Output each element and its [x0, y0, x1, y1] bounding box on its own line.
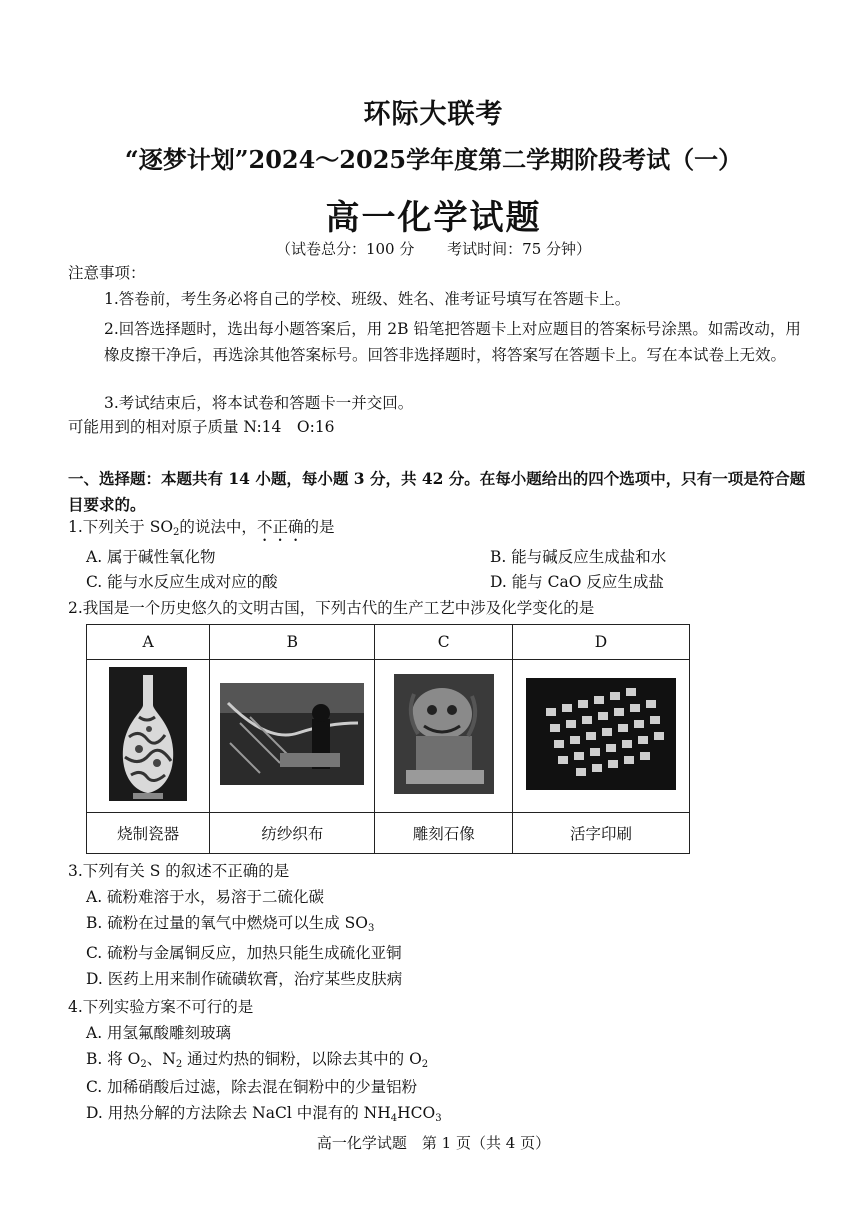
atomic-mass-line: 可能用到的相对原子质量 N:14 O:16 — [68, 418, 335, 436]
exam-title: “逐梦计划”2024～2025学年度第二学期阶段考试（一） — [124, 145, 743, 174]
q2-header-d: D — [513, 625, 690, 660]
q1-option-c: C. 能与水反应生成对应的酸 — [86, 573, 278, 591]
q4-option-d — [86, 1104, 442, 1125]
section-1-heading: 一、选择题：本题共有 14 小题，每小题 3 分，共 42 分。在每小题给出的四个选项中，只有一项是符合题目要求的。 — [68, 469, 806, 514]
q2-header-a: A — [87, 625, 210, 660]
q3-option-b-sub: 3 — [368, 923, 375, 934]
q4-option-c: C. 加稀硝酸后过滤，除去混在铜粉中的少量铝粉 — [86, 1078, 418, 1096]
question-3-stem: 3.下列有关 S 的叙述不正确的是 — [68, 862, 290, 880]
spinning-weaving-image — [220, 683, 364, 785]
note-item-1: 1.答卷前，考生务必将自己的学校、班级、姓名、准考证号填写在答题卡上。 — [104, 290, 631, 308]
exam-meta — [0, 238, 867, 259]
movable-type-printing-image — [526, 678, 676, 790]
page-footer: 高一化学试题 第 1 页（共 4 页） — [316, 1134, 551, 1152]
q2-caption-d: 活字印刷 — [513, 813, 690, 854]
note-item-2 — [104, 316, 816, 368]
q3-option-d: D. 医药上用来制作硫磺软膏，治疗某些皮肤病 — [86, 970, 403, 988]
q4-d-sub: 4 — [390, 1113, 398, 1124]
subject-title: 高一化学试题 — [325, 198, 542, 238]
q4-b-sub2: 2 — [175, 1059, 183, 1070]
exam-duration: 考试时间：75 分钟） — [447, 240, 592, 258]
q2-caption-a: 烧制瓷器 — [87, 813, 210, 854]
q4-d-prefix: D. 用热分解的方法除去 NaCl 中混有的 NH — [86, 1104, 391, 1122]
q1-option-b: B. 能与碱反应生成盐和水 — [490, 548, 667, 566]
q2-caption-c: 雕刻石像 — [375, 813, 513, 854]
q4-option-a: A. 用氢氟酸雕刻玻璃 — [86, 1024, 232, 1042]
q3-option-c: C. 硫粉与金属铜反应，加热只能生成硫化亚铜 — [86, 944, 402, 962]
question-1-stem — [68, 518, 334, 545]
q2-image-a-cell — [87, 660, 210, 813]
note-item-2-text: 2.回答选择题时，选出每小题答案后，用 2B 铅笔把答题卡上对应题目的答案标号涂黑。如需改动，用橡皮擦干净后，再选涂其他答案标号。回答非选择题时，将答案写在答题卡上。写在本试卷上无效。 — [104, 320, 801, 364]
q4-b-part3: 通过灼热的铜粉，以除去其中的 O — [182, 1050, 422, 1068]
q3-option-b-text: B. 硫粉在过量的氧气中燃烧可以生成 SO — [86, 914, 368, 932]
porcelain-vase-image — [109, 667, 187, 801]
q1-stem-emphasis: 不正确 — [256, 518, 304, 536]
q4-b-part2: 、N — [146, 1050, 176, 1068]
q2-caption-b: 纺纱织布 — [210, 813, 375, 854]
note-item-3: 3.考试结束后，将本试卷和答题卡一并交回。 — [104, 394, 414, 412]
q1-stem-sub: 2 — [173, 527, 180, 538]
exam-org-title: 环际大联考 — [363, 99, 504, 130]
q2-header-c: C — [375, 625, 513, 660]
q2-image-c-cell — [375, 660, 513, 813]
question-2-stem: 2.我国是一个历史悠久的文明古国，下列古代的生产工艺中涉及化学变化的是 — [68, 599, 595, 617]
q1-stem-suffix: 的是 — [303, 518, 335, 536]
question-4-stem: 4.下列实验方案不可行的是 — [68, 998, 254, 1016]
question-2-image-table — [86, 624, 690, 854]
total-score: （试卷总分：100 分 — [275, 240, 415, 258]
q1-option-a: A. 属于碱性氧化物 — [86, 548, 216, 566]
q4-d-sub2: 3 — [435, 1113, 442, 1124]
q4-b-sub1: 2 — [140, 1059, 147, 1070]
stone-carving-image — [394, 674, 494, 794]
q2-image-d-cell — [513, 660, 690, 813]
notes-title: 注意事项： — [68, 264, 146, 282]
q4-d-suffix: HCO — [397, 1104, 436, 1122]
q1-option-d: D. 能与 CaO 反应生成盐 — [490, 573, 664, 591]
q1-stem-prefix: 1.下列关于 SO — [68, 518, 174, 536]
q4-option-b — [86, 1050, 428, 1071]
q4-b-part1: B. 将 O — [86, 1050, 141, 1068]
q3-option-a: A. 硫粉难溶于水，易溶于二硫化碳 — [86, 888, 325, 906]
q2-image-b-cell — [210, 660, 375, 813]
q4-b-sub3: 2 — [421, 1059, 429, 1070]
q2-header-b: B — [210, 625, 375, 660]
q3-option-b — [86, 914, 374, 935]
q1-stem-mid: 的说法中， — [179, 518, 257, 536]
